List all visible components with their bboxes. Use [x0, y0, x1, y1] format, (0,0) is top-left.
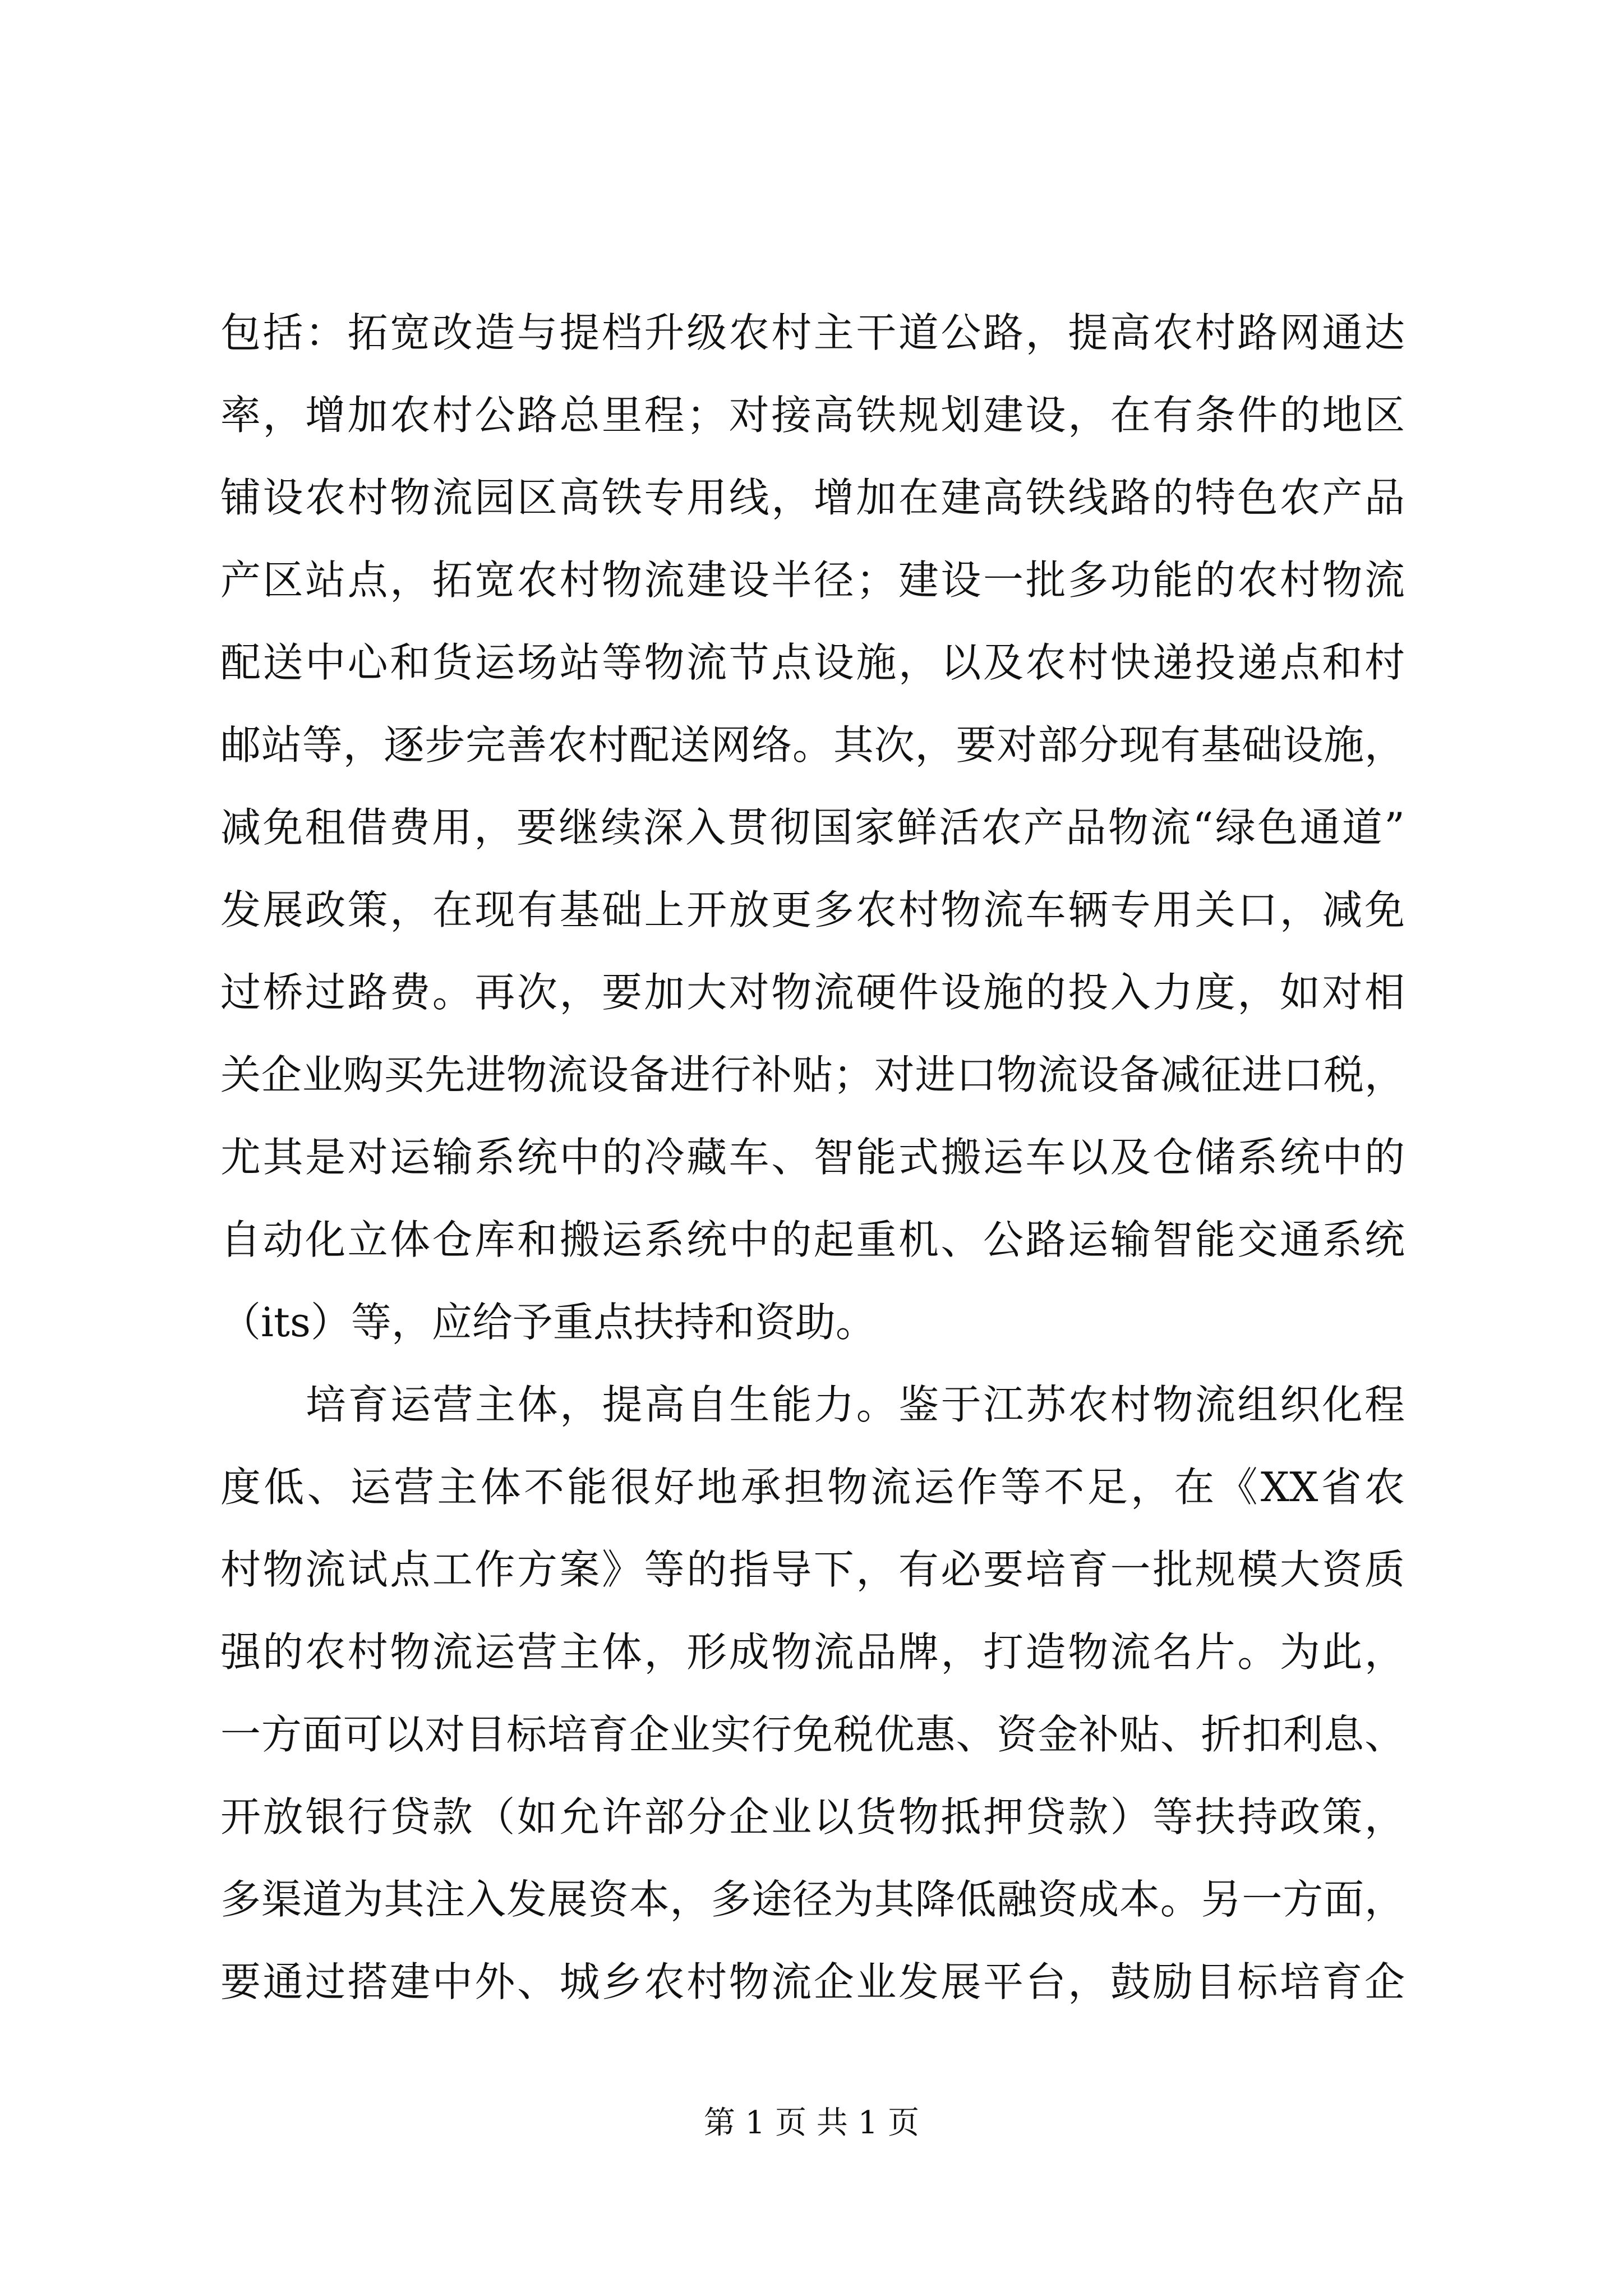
- text-line: 强的农村物流运营主体，形成物流品牌，打造物流名片。为此，: [220, 1628, 1405, 1676]
- page-footer: 第 1 页 共 1 页: [703, 2105, 920, 2141]
- body-text: [220, 292, 1405, 2023]
- text-line: 开放银行贷款（如允许部分企业以货物抵押贷款）等扶持政策，: [220, 1793, 1405, 1841]
- text-line: 一方面可以对目标培育企业实行免税优惠、资金补贴、折扣利息、: [220, 1711, 1405, 1758]
- text-line: 邮站等，逐步完善农村配送网络。其次，要对部分现有基础设施，: [220, 721, 1405, 769]
- text-line: 过桥过路费。再次，要加大对物流硬件设施的投入力度，如对相: [220, 969, 1405, 1016]
- paragraph-end-line: （its）等，应给予重点扶持和资助。: [220, 1299, 876, 1346]
- text-line: 要通过搭建中外、城乡农村物流企业发展平台，鼓励目标培育企: [220, 1958, 1405, 2005]
- text-line: 率，增加农村公路总里程；对接高铁规划建设，在有条件的地区: [220, 392, 1405, 439]
- text-line: 自动化立体仓库和搬运系统中的起重机、公路运输智能交通系统: [220, 1216, 1405, 1263]
- text-line: 铺设农村物流园区高铁专用线，增加在建高铁线路的特色农产品: [220, 474, 1405, 521]
- text-line: 产区站点，拓宽农村物流建设半径；建设一批多功能的农村物流: [220, 556, 1405, 604]
- text-line: 关企业购买先进物流设备进行补贴；对进口物流设备减征进口税，: [220, 1051, 1405, 1098]
- text-line: 减免租借费用，要继续深入贯彻国家鲜活农产品物流“绿色通道”: [220, 804, 1405, 851]
- text-line: 发展政策，在现有基础上开放更多农村物流车辆专用关口，减免: [220, 886, 1405, 933]
- text-line: 包括：拓宽改造与提档升级农村主干道公路，提高农村路网通达: [220, 309, 1405, 356]
- text-line: 配送中心和货运场站等物流节点设施，以及农村快递投递点和村: [220, 639, 1405, 686]
- paragraph-start-line: 培育运营主体，提高自生能力。鉴于江苏农村物流组织化程: [306, 1381, 1405, 1428]
- text-line: 尤其是对运输系统中的冷藏车、智能式搬运车以及仓储系统中的: [220, 1134, 1405, 1181]
- text-line: 度低、运营主体不能很好地承担物流运作等不足，在《XX省农: [220, 1464, 1405, 1511]
- text-line: 村物流试点工作方案》等的指导下，有必要培育一批规模大资质: [220, 1546, 1405, 1593]
- text-line: 多渠道为其注入发展资本，多途径为其降低融资成本。另一方面，: [220, 1876, 1405, 1923]
